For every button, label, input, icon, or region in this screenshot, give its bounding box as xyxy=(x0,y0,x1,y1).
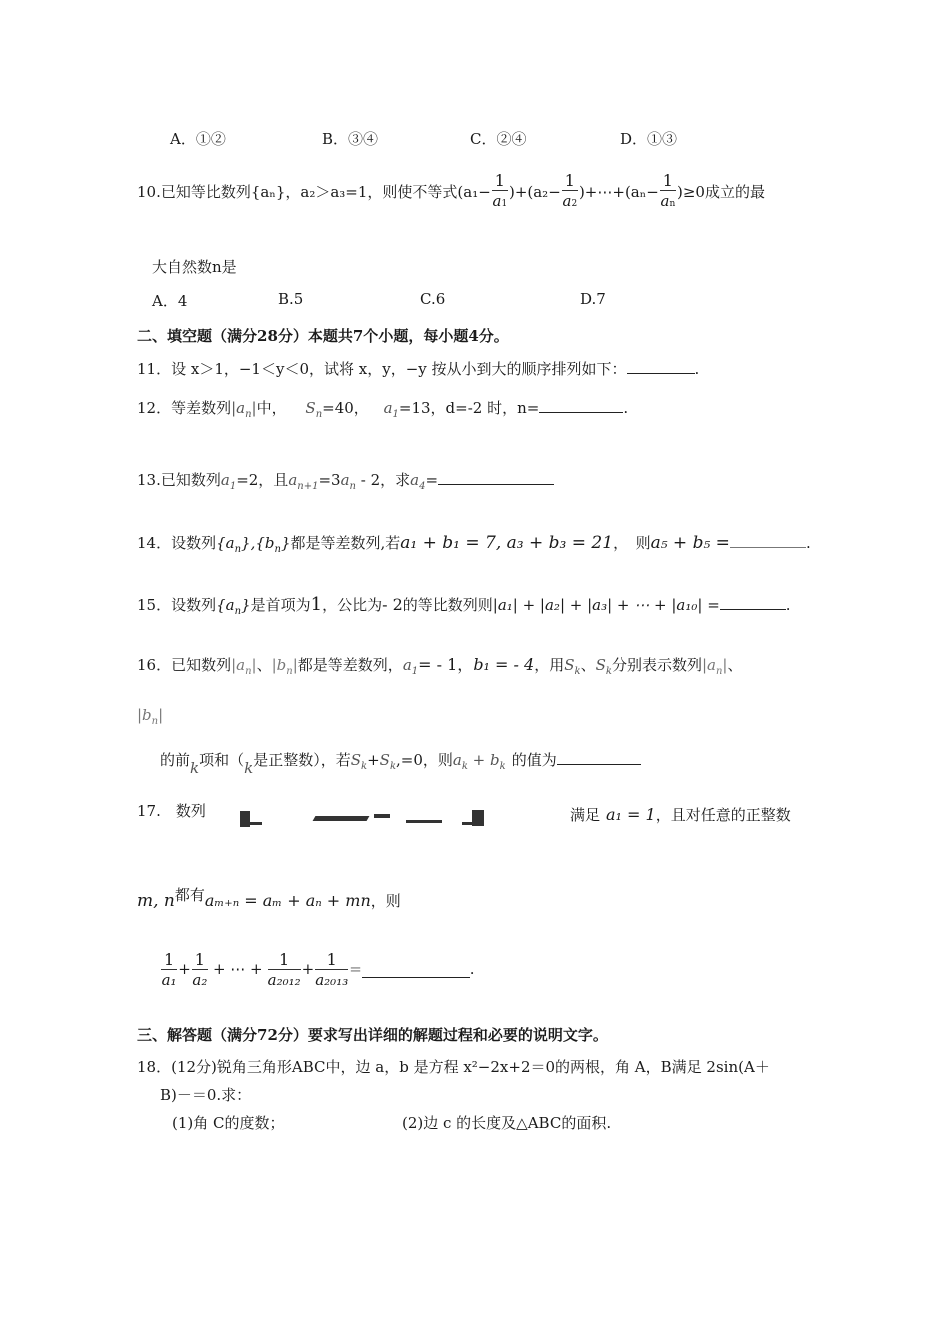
q10-mid1: )+(a₂− xyxy=(508,183,561,201)
q10-option-b: B.5 xyxy=(278,290,304,308)
q10-line2: 大自然数n是 xyxy=(152,258,237,276)
q13: 13.已知数列$a_1=2$，且$a_{n+1}=3a_n - 2$，求$a_4=$ xyxy=(137,465,554,502)
q15: 15．设数列$\{a_n\}$是首项为1，公比为- 2的等比数列则|a₁| + |a₂| + |a₃| + ⋯ + |a₁₀| = . xyxy=(137,594,791,617)
q10-fraction-1: $\frac{1}{a1}$ xyxy=(492,171,508,210)
q17-line1-left: 17. 数列 xyxy=(137,802,206,820)
q17-sum-expression: $\frac{1}{\text{a₁}}$ + $\frac{1}{\text{a₂}}$ + ⋯ + $\frac{1}{\text{a₂₀₁₂}}$ + $\frac{1}{\text{a₂₀₁₃}}$ = . xyxy=(161,949,475,989)
q9-options xyxy=(170,128,730,150)
q9-option-b: B．③④ xyxy=(322,130,379,148)
q10-option-a: A．4 xyxy=(152,292,188,310)
q10-fraction-2: $\frac{1}{a2}$ xyxy=(562,171,578,210)
q16-line1: 16．已知数列$|a_n|$、$|b_n|$都是等差数列，$a_1= - 1$，b₁ = - 4，用$S_k$、$S_k$分别表示数列$|a_n|$、 xyxy=(137,655,743,677)
q17-garbled-formula xyxy=(236,808,506,828)
q14-answer-blank xyxy=(730,533,806,548)
q10-option-d: D.7 xyxy=(580,290,606,308)
q10-tail: )≥0成立的最 xyxy=(676,183,765,201)
q10-option-c: C.6 xyxy=(420,290,446,308)
q10-mid2: )+⋯+(aₙ− xyxy=(578,183,659,201)
q17-fraction-3: $\frac{1}{\text{a₂₀₁₂}}$ xyxy=(267,949,301,989)
q18-part1: (1)角 C的度数； xyxy=(172,1114,285,1132)
q9-option-d: D．①③ xyxy=(620,130,678,148)
q11: 11．设 x＞1，−1＜y＜0，试将 x，y，−y 按从小到大的顺序排列如下： . xyxy=(137,360,700,378)
q12: 12．等差数列$|a_n|$中， $S_n=40$， $a_1=13$，d=-2 时，n= . xyxy=(137,399,629,420)
q18-part2: (2)边 c 的长度及△ABC的面积. xyxy=(402,1114,612,1132)
q11-text: 11．设 x＞1，−1＜y＜0，试将 x，y，−y 按从小到大的顺序排列如下： xyxy=(137,360,627,378)
q17-line1-right: 满足 a₁ = 1，且对任意的正整数 xyxy=(570,805,791,824)
section-2-heading: 二、填空题（满分28分）本题共7个小题，每小题4分。 xyxy=(137,327,509,345)
q9-option-a: A．①② xyxy=(170,130,226,148)
q15-answer-blank xyxy=(720,595,786,610)
q10-line1 xyxy=(137,172,765,214)
q16-bn-wrap: $|b_n|$ xyxy=(137,706,164,727)
q17-fraction-1: $\frac{1}{\text{a₁}}$ xyxy=(161,949,177,989)
q10-fraction-3: $\frac{1}{an}$ xyxy=(660,171,676,210)
q12-answer-blank xyxy=(539,398,623,413)
q18-line1: 18．(12分)锐角三角形ABC中，边 a，b 是方程 x²−2x+2＝0的两根，角 A，B满足 2sin(A＋ xyxy=(137,1058,770,1076)
q10-lead: 10.已知等比数列{aₙ}，a₂＞a₃=1，则使不等式(a₁− xyxy=(137,183,491,201)
q18-line2: B)－＝0.求： xyxy=(160,1086,252,1104)
section-3-heading: 三、解答题（满分72分）要求写出详细的解题过程和必要的说明文字。 xyxy=(137,1026,608,1044)
q10-options xyxy=(152,290,712,312)
q11-answer-blank xyxy=(627,359,695,374)
q16-answer-blank xyxy=(557,750,641,765)
q16-line2: 的前k项和（k是正整数），若$S_k+S_k,=0$，则$a_k + b_k$ 的值为 xyxy=(160,745,641,783)
q13-answer-blank xyxy=(438,470,554,485)
q14: 14．设数列$\{a_n\},\{b_n\}$都是等差数列,若a₁ + b₁ = 7, a₃ + b₃ = 21， 则a₅ + b₅ = . xyxy=(137,533,811,555)
q17-fraction-2: $\frac{1}{\text{a₂}}$ xyxy=(192,949,208,989)
q17-answer-blank xyxy=(362,963,470,978)
q9-option-c: C．②④ xyxy=(470,130,527,148)
q17-fraction-4: $\frac{1}{\text{a₂₀₁₃}}$ xyxy=(315,949,349,989)
q17-line2: m, n都有aₘ₊ₙ = aₘ + aₙ + mn，则 xyxy=(137,886,401,911)
